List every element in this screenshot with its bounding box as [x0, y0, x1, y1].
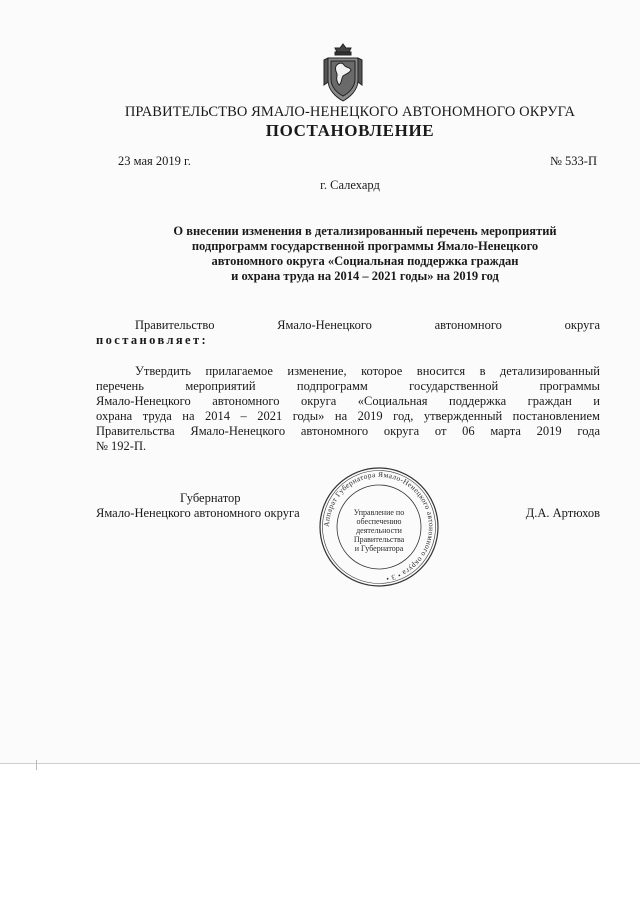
- word: изменение,: [287, 364, 347, 378]
- seal-line: обеспечению: [356, 517, 402, 526]
- word: 2019: [357, 409, 383, 423]
- paragraph-last-line: № 192-П.: [96, 439, 147, 453]
- word: округа: [383, 424, 420, 438]
- word: годы»: [292, 409, 325, 423]
- word: 06: [462, 424, 475, 438]
- subject-line: автономного округа «Социальная поддержка граждан: [211, 254, 519, 268]
- word: вносится: [416, 364, 466, 378]
- word: –: [240, 409, 247, 423]
- word: прилагаемое: [205, 364, 273, 378]
- document-date: 23 мая 2019 г.: [118, 154, 191, 168]
- word: перечень: [96, 379, 144, 393]
- paragraph-line: [96, 424, 600, 439]
- decree-word: округа: [564, 318, 600, 332]
- word: округа: [300, 394, 337, 408]
- signatory-name: Д.А. Артюхов: [525, 506, 600, 520]
- word: автономного: [212, 394, 280, 408]
- word: труда: [142, 409, 172, 423]
- word: постановлением: [512, 409, 600, 423]
- decree-word: Ямало-Ненецкого: [277, 318, 372, 332]
- document-city: г. Салехард: [320, 178, 380, 192]
- word: 2019: [536, 424, 562, 438]
- word: Утвердить: [135, 364, 191, 378]
- word: автономного: [300, 424, 369, 438]
- seal-line: деятельности: [356, 526, 402, 535]
- word: в: [479, 364, 486, 378]
- word: и: [593, 394, 600, 408]
- signatory-title: Губернатор: [180, 491, 241, 505]
- seal-center-text: [340, 508, 418, 553]
- word: марта: [490, 424, 521, 438]
- seal-line: Правительства: [353, 535, 405, 544]
- word: которое: [361, 364, 403, 378]
- word: года: [577, 424, 600, 438]
- paragraph-line: [96, 394, 600, 409]
- document-number: № 533-П: [550, 154, 597, 168]
- decree-verb: постановляет:: [96, 333, 209, 347]
- subject-line: и охрана труда на 2014 – 2021 годы» на 2019 год: [231, 269, 499, 283]
- word: Правительства: [96, 424, 175, 438]
- decree-word: Правительство: [135, 318, 215, 332]
- signatory-region: Ямало-Ненецкого автономного округа: [96, 506, 300, 520]
- government-name: ПРАВИТЕЛЬСТВО ЯМАЛО-НЕНЕЦКОГО АВТОНОМНОГО ОКРУГА: [124, 104, 576, 120]
- word: от: [434, 424, 447, 438]
- word: 2014: [205, 409, 231, 423]
- subject-line: подпрограмм государственной программы Ямало-Ненецкого: [191, 239, 539, 253]
- coat-of-arms-emblem: [322, 42, 364, 104]
- word: подпрограмм: [296, 379, 368, 393]
- decree-word: автономного: [434, 318, 502, 332]
- word: охрана: [96, 409, 133, 423]
- word: Ямало-Ненецкого: [96, 394, 191, 408]
- word: Ямало-Ненецкого: [190, 424, 286, 438]
- scan-mark: [36, 760, 37, 770]
- word: на: [334, 409, 348, 423]
- word: на: [182, 409, 195, 423]
- decree-line: [135, 318, 600, 333]
- subject-line: О внесении изменения в детализированный перечень мероприятий: [173, 224, 557, 238]
- document-type-title: ПОСТАНОВЛЕНИЕ: [265, 121, 435, 140]
- word: государственной: [409, 379, 499, 393]
- paragraph-line: [96, 409, 600, 424]
- word: утвержденный: [423, 409, 503, 423]
- word: поддержка: [449, 394, 507, 408]
- paragraph-line: [135, 364, 600, 379]
- seal-ring-text: Аппарат Губернатора Ямало-Ненецкого автономного округа • 3 •: [321, 469, 437, 584]
- word: мероприятий: [185, 379, 256, 393]
- word: год,: [393, 409, 414, 423]
- word: программы: [539, 379, 600, 393]
- word: детализированный: [499, 364, 600, 378]
- seal-line: и Губернатора: [354, 544, 404, 553]
- word: 2021: [257, 409, 283, 423]
- scan-edge: [0, 763, 640, 764]
- word: граждан: [527, 394, 572, 408]
- paragraph-line: [96, 379, 600, 394]
- seal-line: Управление по: [353, 508, 405, 517]
- document-subject: [110, 224, 620, 284]
- word: «Социальная: [357, 394, 428, 408]
